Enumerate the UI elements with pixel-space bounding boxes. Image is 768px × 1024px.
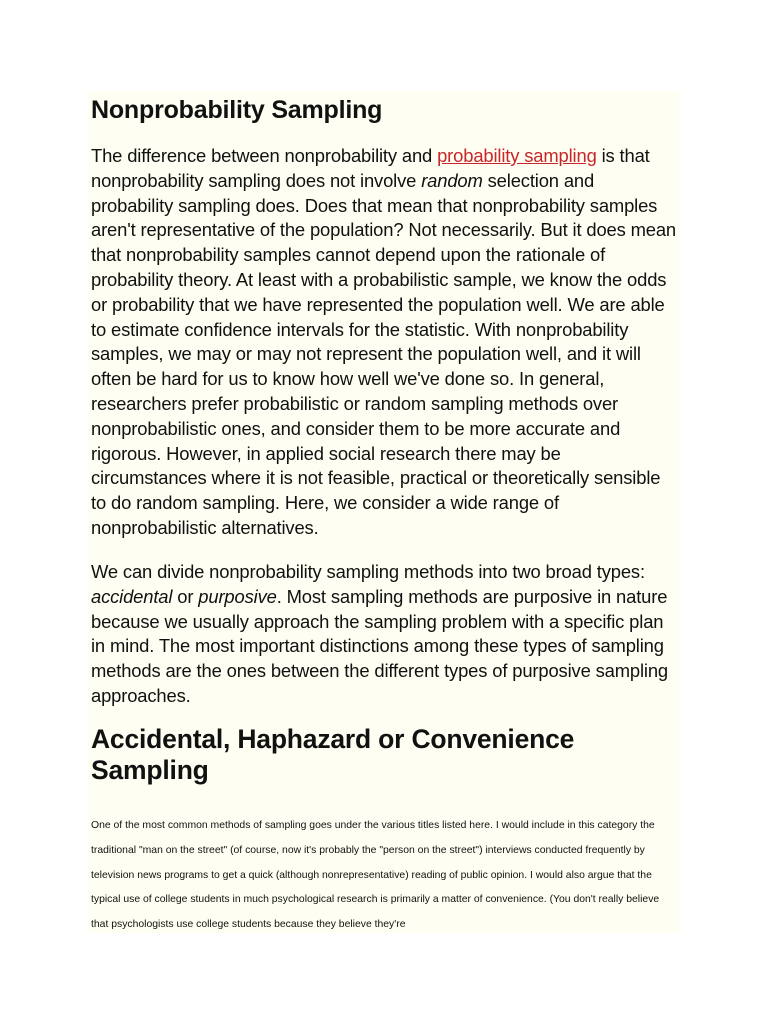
convenience-paragraph: One of the most common methods of sampling goes under the various titles listed here. I would include in this category the traditional "man on the street" (of course, now it's probably the "person on the street") interviews conducted frequently by television news programs to get a quick (although nonrepresentative) reading of public opinion. I would also argue that the typical use of college students in much psychological research is primarily a matter of convenience. (You don't really believe that psychologists use college students because they believe they're bbox=[91, 820, 660, 931]
types-paragraph bbox=[91, 560, 679, 709]
intro-text-start: The difference between nonprobability and bbox=[91, 145, 438, 166]
emphasis-accidental: accidental bbox=[91, 585, 173, 607]
emphasis-random: random bbox=[421, 169, 483, 191]
types-text-start: We can divide nonprobability sampling methods into two broad types: bbox=[91, 561, 645, 582]
emphasis-purposive: purposive bbox=[198, 585, 277, 607]
probability-sampling-link[interactable]: probability sampling bbox=[437, 145, 597, 166]
page-title: Nonprobability Sampling bbox=[91, 96, 383, 124]
intro-paragraph bbox=[91, 144, 679, 541]
types-text-or: or bbox=[172, 585, 199, 607]
types-text-rest: . Most sampling methods are purposive in nature because we usually approach the sampling problem with a specific plan in mind. The most important distinctions among these types of sampling methods are the ones between the different types of purposive sampling approaches. bbox=[91, 585, 669, 706]
intro-text-mid: is that nonprobability sampling does not involve bbox=[91, 145, 650, 191]
intro-text-rest: selection and probability sampling does. Does that mean that nonprobability samples aren't representative of the population? Not necessarily. But it does mean that nonprobability samples cannot depend upon the rationale of probability theory. At least with a probabilistic sample, we know the odds or probability that we have represented the population well. We are able to estimate confidence intervals for the statistic. With nonprobability samples, we may or may not represent the population well, and it will often be hard for us to know how well we've done so. In general, researchers prefer probabilistic or random sampling methods over nonprobabilistic ones, and consider them to be more accurate and rigorous. However, in applied social research there may be circumstances where it is not feasible, practical or theoretically sensible to do random sampling. Here, we consider a wide range of nonprobabilistic alternatives. bbox=[91, 169, 677, 538]
section-heading: Accidental, Haphazard or Convenience Sampling bbox=[91, 724, 575, 785]
